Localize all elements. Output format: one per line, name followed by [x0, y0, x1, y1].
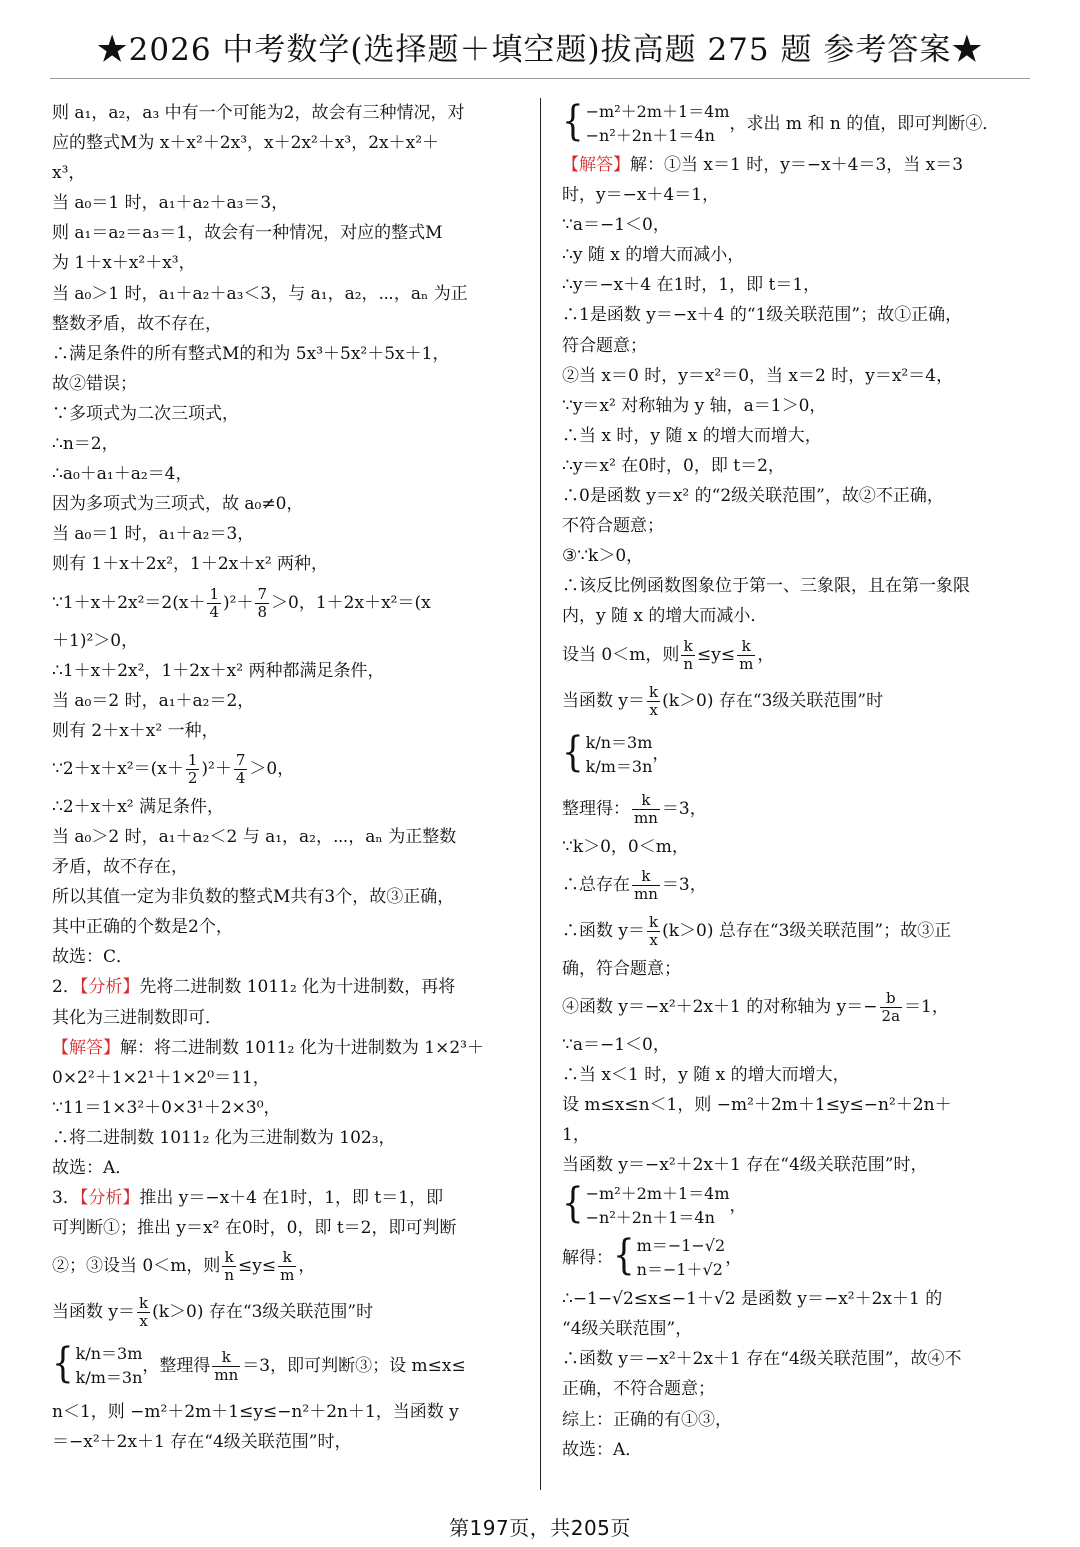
fraction-denominator: 8	[257, 602, 268, 621]
brace-icon: {	[52, 1339, 74, 1388]
fraction	[222, 1249, 236, 1284]
fraction	[647, 914, 660, 949]
formula-line	[562, 908, 1032, 954]
text-line: 应的整式M为 x＋x²＋2x³，x＋2x²＋x³，2x＋x²＋	[52, 133, 440, 154]
left-column	[52, 98, 524, 1457]
equation-system-line	[562, 1232, 1032, 1284]
equation-system-line	[562, 1180, 1032, 1232]
answer-line	[562, 150, 1032, 180]
fraction-denominator: mn	[634, 884, 658, 903]
formula-text: ≤y≤	[238, 1256, 277, 1277]
formula-text: 设当 0＜m，则	[562, 644, 680, 665]
text-line: 确，符合题意；	[562, 958, 681, 979]
fraction-denominator: x	[649, 700, 658, 719]
fraction	[255, 586, 269, 621]
fraction-denominator: 4	[209, 602, 220, 621]
text-line: ∴a₀＋a₁＋a₂＝4，	[52, 464, 193, 485]
question-line	[52, 1183, 524, 1213]
text-line: 故选：C．	[52, 947, 134, 968]
analysis-tag: 【分析】	[79, 977, 140, 998]
text-line: 故选：A．	[562, 1439, 643, 1460]
fraction-numerator: k	[649, 912, 659, 931]
text-span: 推出 y＝−x＋4 在1时，1，即 t＝1，即	[139, 1188, 444, 1209]
formula-line	[52, 746, 524, 792]
formula-line	[562, 786, 1032, 832]
fraction	[207, 586, 221, 621]
text-line: ∵y＝x² 对称轴为 y 轴，a＝1＞0，	[562, 395, 827, 416]
text-line: ∴−1−√2≤x≤−1＋√2 是函数 y＝−x²＋2x＋1 的	[562, 1289, 943, 1310]
text-line: ＝−x²＋2x＋1 存在“4级关联范围”时，	[52, 1432, 352, 1453]
formula-text: ∴函数 y＝	[562, 920, 646, 941]
text-line: ∵k＞0，0＜m，	[562, 836, 689, 857]
equation-row: k/n＝3m	[75, 1344, 143, 1364]
text-line: ＋1)²＞0，	[52, 630, 139, 651]
text-span: 解：将二进制数 1011₂ 化为十进制数为 1×2³＋	[120, 1037, 484, 1058]
text-line: 可判断①；推出 y＝x² 在0时，0，即 t＝2，即可判断	[52, 1218, 457, 1239]
equation-row: −n²＋2n＋1＝4n	[585, 1208, 715, 1228]
answer-line	[52, 1033, 524, 1063]
fraction-numerator: k	[278, 1249, 296, 1267]
text-line: ②当 x＝0 时，y＝x²＝0，当 x＝2 时，y＝x²＝4，	[562, 365, 954, 386]
text-line: 则有 1＋x＋2x²，1＋2x＋x² 两种，	[52, 554, 329, 575]
equation-system	[562, 97, 730, 148]
text-line: 为 1＋x＋x²＋x³，	[52, 253, 196, 274]
page-header	[50, 22, 1030, 79]
fraction-denominator: mn	[634, 808, 658, 827]
fraction-denominator: 2	[187, 768, 198, 787]
formula-text: )²＋	[201, 758, 232, 779]
fraction-numerator: 1	[209, 584, 220, 603]
fraction-numerator: 1	[187, 750, 198, 769]
formula-text: 当函数 y＝	[562, 690, 646, 711]
equation-system	[613, 1231, 726, 1282]
formula-line	[52, 580, 524, 626]
formula-text: 整理得：	[562, 798, 630, 819]
text-line: x³，	[52, 163, 86, 184]
question-number: 3．	[52, 1188, 80, 1209]
solution-tag: 【解答】	[52, 1037, 120, 1058]
text-line: 0×2²＋1×2¹＋1×2⁰＝11，	[52, 1067, 270, 1088]
text-line: 则有 2＋x＋x² 一种，	[52, 720, 219, 741]
equation-row: −n²＋2n＋1＝4n	[585, 126, 715, 145]
question-number: 2．	[52, 977, 80, 998]
equation-row: −m²＋2m＋1＝4m	[585, 102, 730, 121]
text-line: ∵a＝−1＜0，	[562, 215, 670, 236]
brace-icon: {	[562, 1179, 584, 1228]
fraction	[278, 1249, 296, 1284]
formula-text: ＝3，	[661, 798, 707, 819]
formula-text: ，	[729, 1196, 747, 1217]
right-column	[562, 98, 1032, 1465]
equation-row: k/m＝3n	[585, 756, 653, 776]
text-line: 内，y 随 x 的增大而减小．	[562, 606, 768, 627]
formula-text: ，	[298, 1256, 316, 1277]
fraction	[681, 638, 695, 673]
formula-text: ＞0，	[249, 758, 295, 779]
text-line: 整数矛盾，故不存在，	[52, 313, 222, 334]
text-line: 则 a₁＝a₂＝a₃＝1，故会有一种情况，对应的整式M	[52, 223, 443, 244]
equation-row: k/n＝3m	[585, 732, 653, 752]
fraction-numerator: k	[222, 1249, 236, 1267]
fraction-numerator: 7	[257, 584, 268, 603]
text-line: 正确，不符合题意；	[562, 1379, 715, 1400]
fraction	[234, 752, 248, 787]
formula-text: ∴总存在	[562, 874, 630, 895]
text-line: 故选：A．	[52, 1158, 133, 1178]
text-line: 则 a₁，a₂，a₃ 中有一个可能为2，故会有三种情况，对	[52, 103, 465, 123]
equation-row: −m²＋2m＋1＝4m	[585, 1184, 730, 1204]
formula-text: ≤y≤	[697, 644, 736, 665]
formula-text: (k＞0) 存在“3级关联范围”时	[152, 1302, 374, 1323]
equation-system	[562, 1179, 730, 1230]
text-line: ∴当 x＜1 时，y 随 x 的增大而增大，	[562, 1064, 850, 1085]
text-line: 故②错误；	[52, 373, 137, 394]
text-line: ∴y 随 x 的增大而减小，	[562, 245, 745, 266]
text-line: ∵11＝1×3²＋0×3¹＋2×3⁰，	[52, 1097, 281, 1118]
text-line: 时，y＝−x＋4＝1，	[562, 185, 720, 206]
text-line: “4级关联范围”，	[562, 1319, 693, 1340]
text-line: 其中正确的个数是2个，	[52, 917, 233, 938]
formula-text: ②；③设当 0＜m，则	[52, 1256, 221, 1277]
formula-text: ∵2＋x＋x²＝(x＋	[52, 758, 184, 779]
text-span: 解：①当 x＝1 时，y＝−x＋4＝3，当 x＝3	[630, 155, 964, 175]
text-line: ∴当 x 时，y 随 x 的增大而增大，	[562, 425, 822, 446]
text-line: 当函数 y＝−x²＋2x＋1 存在“4级关联范围”时，	[562, 1155, 928, 1176]
formula-text: ＝3，	[661, 874, 707, 895]
fraction-denominator: n	[224, 1266, 235, 1285]
solution-tag: 【解答】	[562, 155, 630, 175]
formula-text: (k＞0) 总存在“3级关联范围”；故③正	[662, 920, 952, 941]
fraction	[880, 990, 903, 1025]
fraction	[632, 792, 660, 827]
text-line: ③∵k＞0，	[562, 546, 644, 567]
fraction-numerator: k	[212, 1349, 240, 1367]
text-line: 当 a₀＝1 时，a₁＋a₂＋a₃＝3，	[52, 193, 289, 214]
text-line: ∴函数 y＝−x²＋2x＋1 存在“4级关联范围”，故④不	[562, 1349, 962, 1370]
fraction-denominator: x	[139, 1312, 148, 1331]
text-line: ∴该反比例函数图象位于第一、三象限，且在第一象限	[562, 576, 970, 597]
formula-text: ，	[757, 644, 775, 665]
fraction-denominator: 2a	[881, 1006, 901, 1025]
formula-text: ，	[652, 744, 670, 765]
text-line: ∴1＋x＋2x²，1＋2x＋x² 两种都满足条件，	[52, 660, 385, 681]
formula-line	[562, 984, 1032, 1030]
analysis-tag: 【分析】	[79, 1188, 140, 1209]
fraction-numerator: k	[139, 1294, 149, 1313]
text-line: 所以其值一定为非负数的整式M共有3个，故③正确，	[52, 887, 455, 908]
text-line: 综上：正确的有①③，	[562, 1409, 732, 1430]
text-line: 设 m≤x≤n＜1，则 −m²＋2m＋1≤y≤−n²＋2n＋	[562, 1094, 952, 1115]
fraction-denominator: x	[649, 930, 658, 949]
text-line: ∵a＝−1＜0，	[562, 1034, 670, 1055]
text-line: 当 a₀＞1 时，a₁＋a₂＋a₃＜3，与 a₁，a₂，⋯，aₙ 为正	[52, 283, 468, 304]
fraction-numerator: k	[737, 638, 755, 656]
text-line: ∴1是函数 y＝−x＋4 的“1级关联范围”；故①正确，	[562, 305, 963, 326]
fraction	[137, 1295, 150, 1330]
equation-row: n＝−1＋√2	[636, 1260, 723, 1280]
fraction-numerator: k	[649, 682, 659, 701]
formula-line	[562, 678, 1032, 724]
brace-icon: {	[562, 97, 584, 146]
formula-text: ，整理得	[142, 1356, 211, 1377]
formula-line	[52, 1243, 524, 1289]
text-line: 当 a₀＝1 时，a₁＋a₂＝3，	[52, 524, 255, 545]
equation-system-line	[562, 98, 1032, 150]
equation-row: m＝−1−√2	[636, 1236, 726, 1256]
text-line: ∴将二进制数 1011₂ 化为三进制数为 102₃，	[52, 1127, 396, 1148]
formula-text: 解得：	[562, 1248, 613, 1269]
formula-text: ∵1＋x＋2x²＝2(x＋	[52, 592, 206, 613]
formula-text: ＝1，	[904, 996, 949, 1017]
formula-text: ④函数 y＝−x²＋2x＋1 的对称轴为 y＝−	[562, 996, 878, 1017]
text-line: ∴n＝2，	[52, 434, 119, 455]
text-line: 符合题意；	[562, 335, 647, 356]
text-line: 当 a₀＝2 时，a₁＋a₂＝2，	[52, 690, 255, 711]
formula-text: ＝3，即可判断③；设 m≤x≤	[242, 1356, 466, 1377]
text-line: ∴y＝−x＋4 在1时，1，即 t＝1，	[562, 275, 821, 296]
brace-icon: {	[562, 728, 584, 777]
fraction	[212, 1349, 240, 1384]
fraction-denominator: m	[739, 654, 754, 673]
text-line: 当 a₀＞2 时，a₁＋a₂＜2 与 a₁，a₂，⋯，aₙ 为正整数	[52, 826, 457, 847]
formula-text: )²＋	[223, 592, 254, 613]
text-line: ∴y＝x² 在0时，0，即 t＝2，	[562, 455, 785, 476]
fraction	[737, 638, 755, 673]
fraction-numerator: k	[632, 868, 660, 886]
text-line: ∴0是函数 y＝x² 的“2级关联范围”，故②不正确，	[562, 486, 944, 507]
text-line: 其化为三进制数即可．	[52, 1007, 222, 1028]
text-span: 先将二进制数 1011₂ 化为十进制数，再将	[139, 977, 456, 998]
text-line: 1，	[562, 1124, 590, 1145]
formula-text: ＞0，1＋2x＋x²＝(x	[271, 592, 431, 613]
formula-text: 当函数 y＝	[52, 1302, 136, 1323]
fraction	[186, 752, 200, 787]
formula-text: ，	[725, 1248, 743, 1269]
fraction-denominator: m	[280, 1266, 295, 1285]
text-line: 不符合题意；	[562, 516, 664, 537]
brace-icon: {	[613, 1231, 635, 1280]
fraction-numerator: k	[632, 792, 660, 810]
question-line	[52, 972, 524, 1002]
fraction	[632, 868, 660, 903]
equation-row: k/m＝3n	[75, 1368, 143, 1388]
equation-system-line	[52, 1335, 524, 1397]
formula-line	[52, 1289, 524, 1335]
fraction-denominator: n	[683, 654, 694, 673]
column-divider	[540, 98, 541, 1490]
fraction-denominator: mn	[214, 1365, 239, 1384]
text-line: ∴满足条件的所有整式M的和为 5x³＋5x²＋5x＋1，	[52, 343, 450, 364]
fraction-numerator: k	[681, 638, 695, 656]
equation-system-line	[562, 724, 1032, 786]
formula-text: (k＞0) 存在“3级关联范围”时	[662, 690, 884, 711]
formula-line	[562, 632, 1032, 678]
text-line: n＜1，则 −m²＋2m＋1≤y≤−n²＋2n＋1，当函数 y	[52, 1402, 459, 1423]
fraction	[647, 684, 660, 719]
fraction-denominator: 4	[235, 768, 246, 787]
equation-system	[52, 1339, 143, 1390]
text-line: 矛盾，故不存在，	[52, 857, 188, 878]
text-line: 因为多项式为三项式，故 a₀≠0，	[52, 494, 304, 515]
fraction-numerator: b	[880, 990, 903, 1008]
text-line: ∵多项式为二次三项式，	[52, 403, 239, 424]
text-line: ∴2＋x＋x² 满足条件，	[52, 796, 225, 817]
fraction-numerator: 7	[235, 750, 246, 769]
page-number: 第197页，共205页	[449, 1516, 631, 1540]
document-title: ★2026 中考数学(选择题＋填空题)拔高题 275 题 参考答案★	[96, 32, 984, 68]
formula-text: ，求出 m 和 n 的值，即可判断④．	[729, 113, 1000, 134]
equation-system	[562, 728, 653, 779]
formula-line	[562, 862, 1032, 908]
